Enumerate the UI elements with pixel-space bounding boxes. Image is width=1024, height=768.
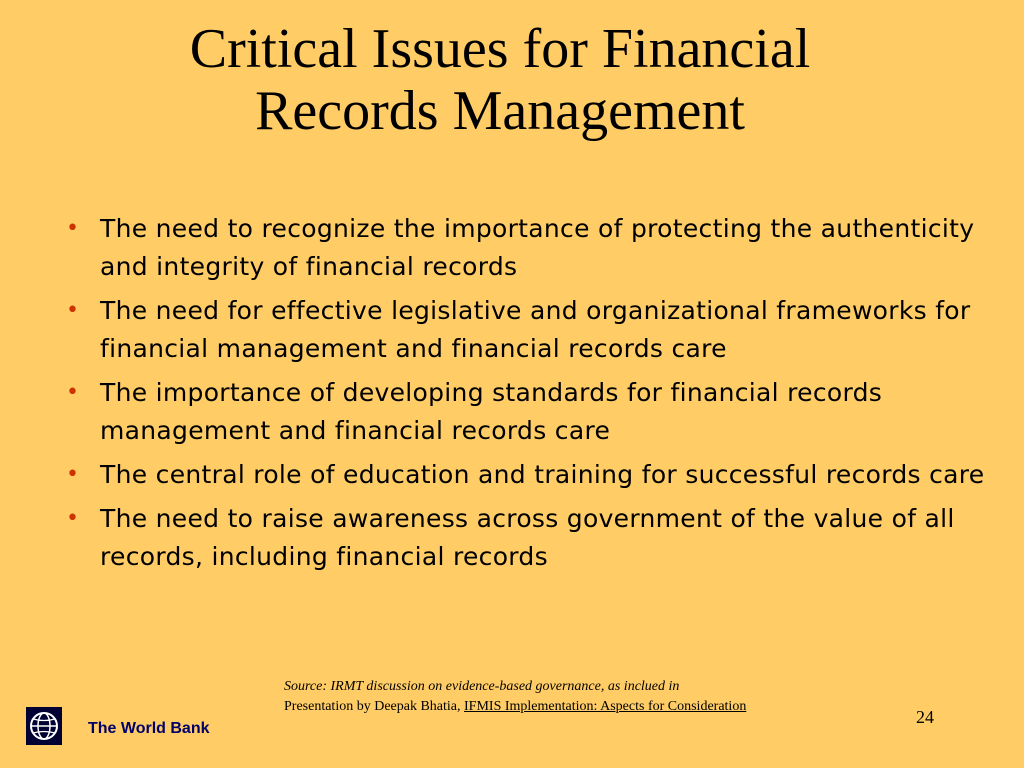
organization-name: The World Bank [88, 720, 210, 737]
bullet-text: The importance of developing standards for financial records management and financial records care [100, 378, 883, 445]
source-citation [284, 677, 746, 717]
bullet-item [62, 210, 992, 286]
bullet-dot-icon: • [66, 380, 80, 405]
bullet-dot-icon: • [66, 462, 80, 487]
bullet-item [62, 456, 992, 494]
page-number: 24 [916, 707, 934, 727]
bullet-dot-icon: • [66, 298, 80, 323]
slide-title-line-2: Records Management [255, 80, 745, 142]
source-line-1: Source: IRMT discussion on evidence-based governance, as inclued in [284, 679, 680, 694]
bullet-text: The need to raise awareness across government of the value of all records, including financial records [100, 504, 955, 571]
bullet-item [62, 500, 992, 576]
bullet-text: The central role of education and training for successful records care [100, 460, 985, 489]
bullet-dot-icon: • [66, 216, 80, 241]
source-link[interactable]: IFMIS Implementation: Aspects for Consideration [464, 699, 747, 714]
source-author: Presentation by Deepak Bhatia, [284, 699, 465, 714]
source-line-2 [284, 697, 746, 717]
slide-title [0, 18, 1000, 142]
bullet-list [62, 210, 992, 582]
bullet-text: The need for effective legislative and organizational frameworks for financial management and financial records care [100, 296, 971, 363]
bullet-item [62, 374, 992, 450]
slide-title-line-1: Critical Issues for Financial [189, 18, 811, 80]
globe-icon [26, 707, 62, 745]
bullet-item [62, 292, 992, 368]
bullet-text: The need to recognize the importance of protecting the authenticity and integrity of financial records [100, 214, 975, 281]
bullet-dot-icon: • [66, 506, 80, 531]
